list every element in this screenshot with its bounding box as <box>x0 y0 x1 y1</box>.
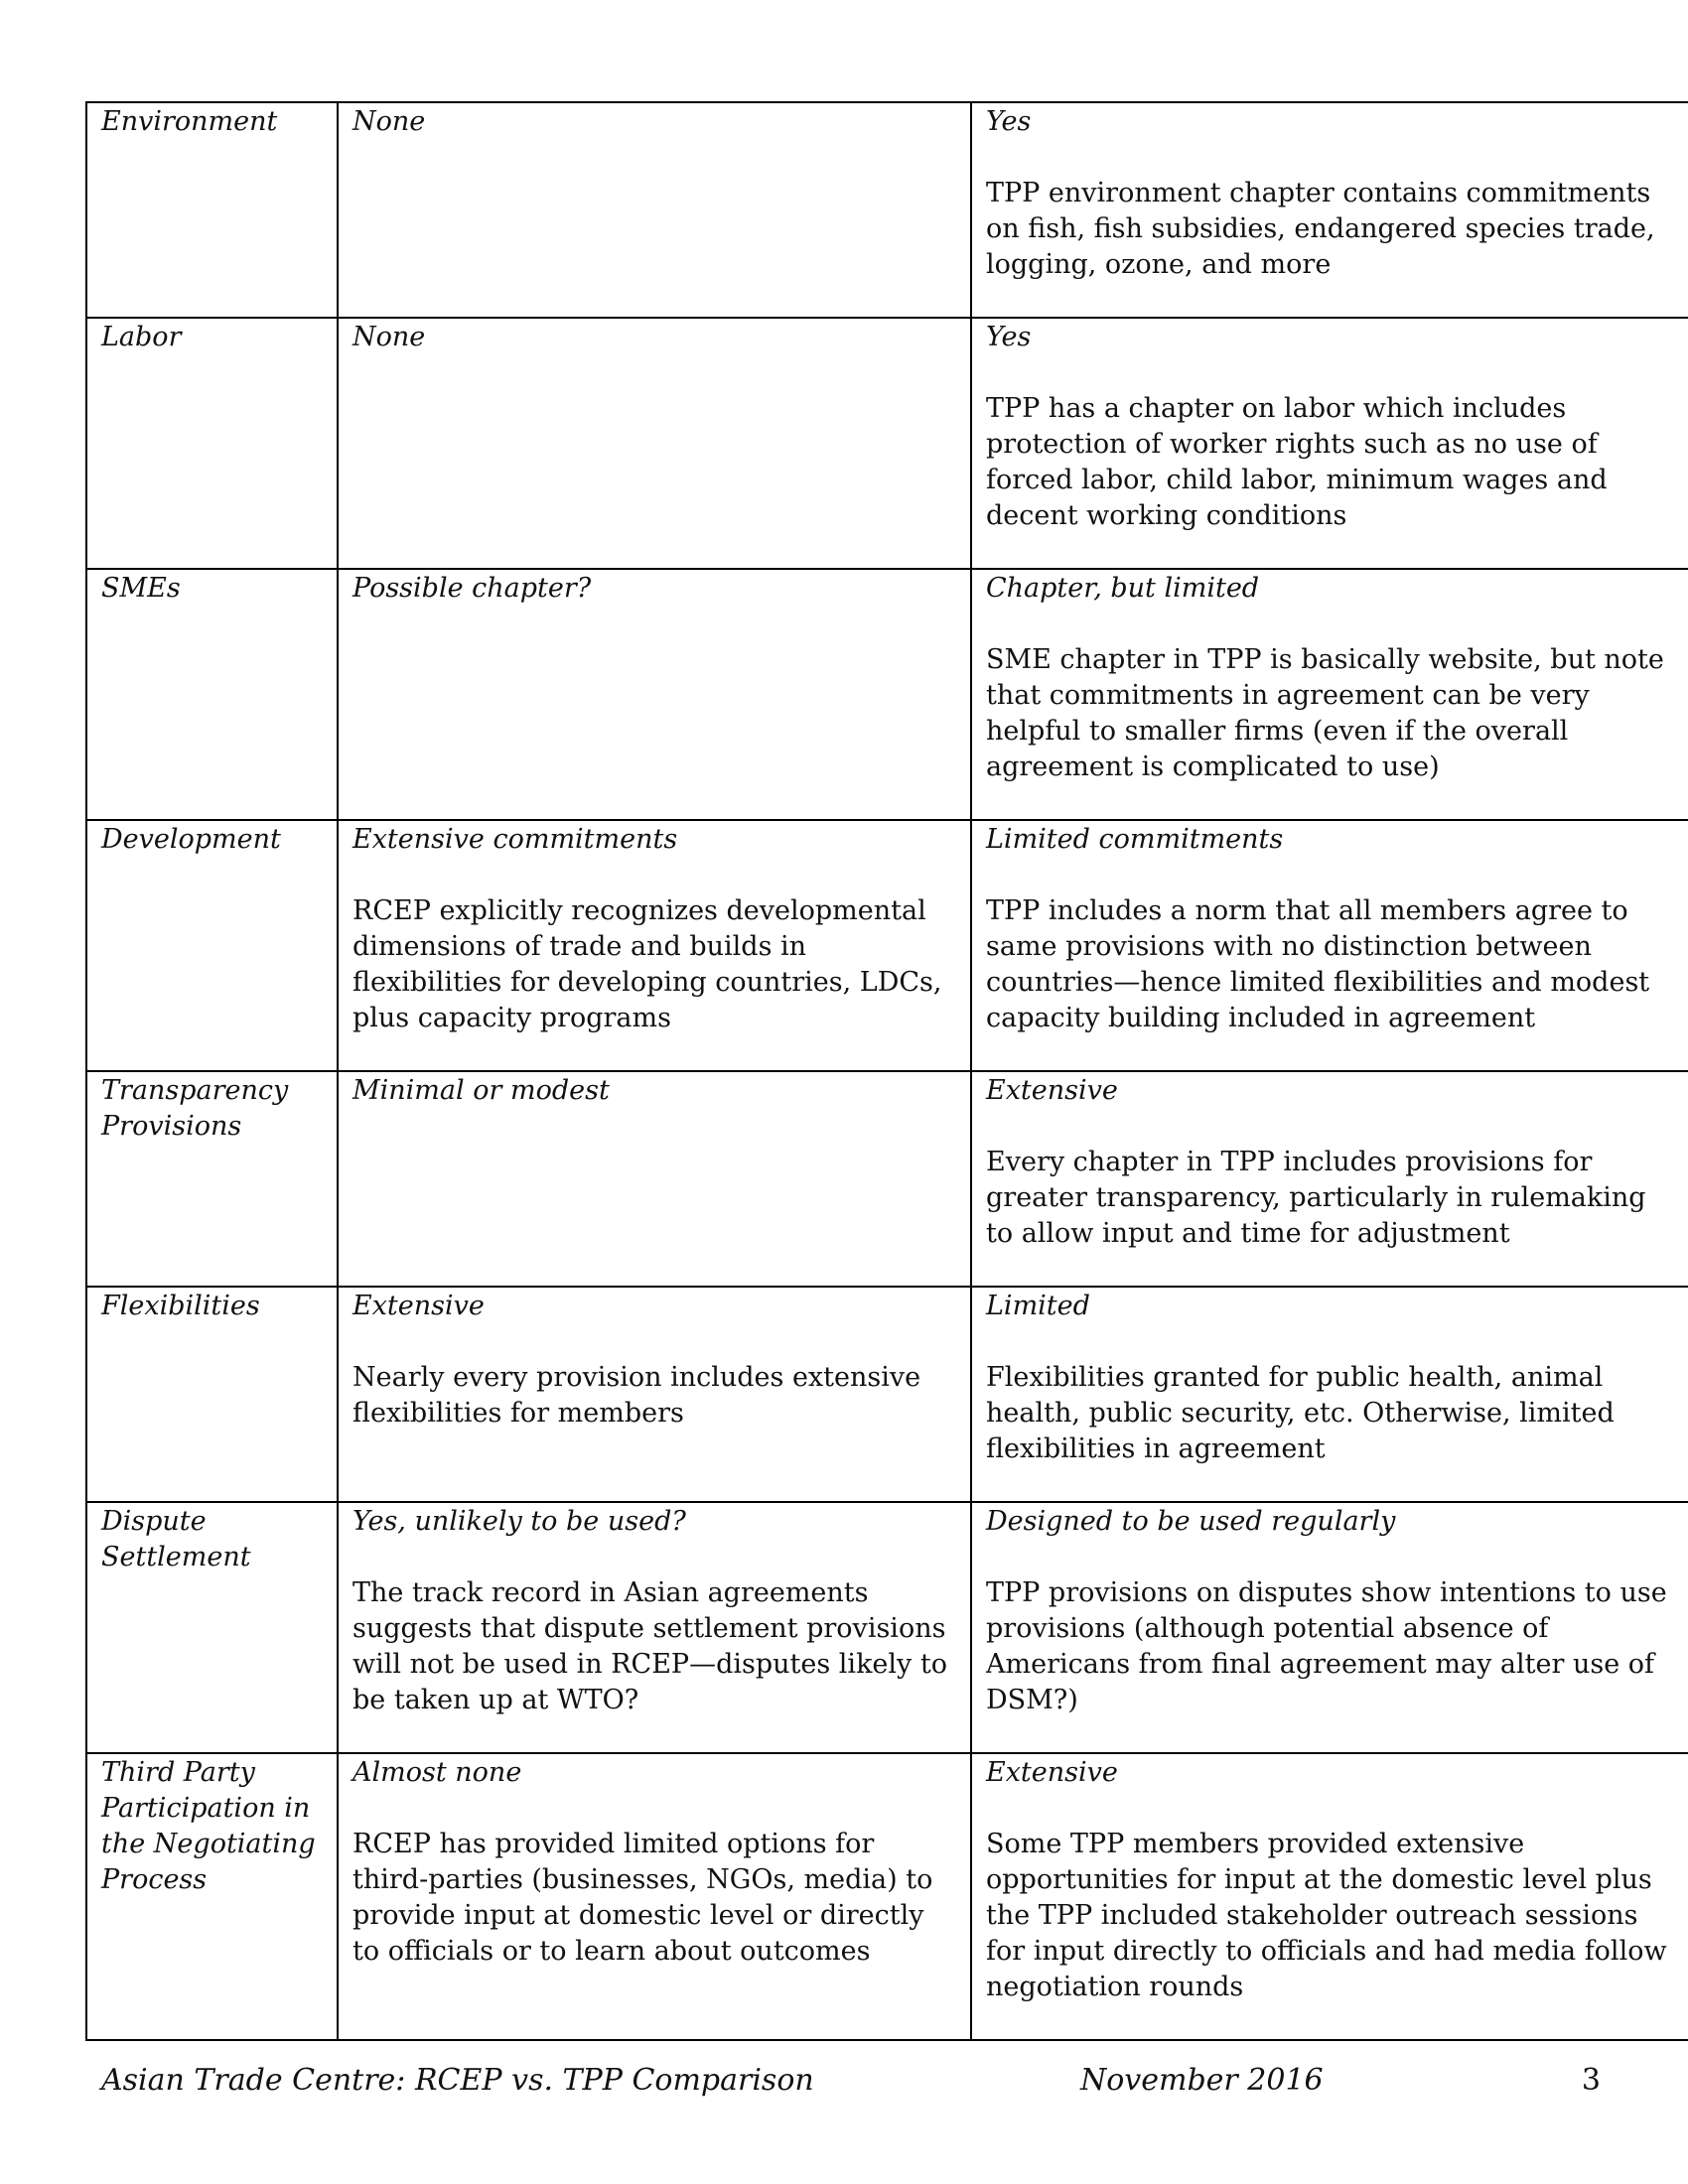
rcep-cell <box>338 820 971 1071</box>
rcep-heading: Extensive commitments <box>352 824 678 855</box>
rcep-cell <box>338 1287 971 1502</box>
tpp-text: TPP has a chapter on labor which includes protection of worker rights such as no use of forced labor, child labor, minimum wages and decent working conditions <box>986 393 1608 531</box>
topic-cell <box>86 1071 338 1287</box>
topic-cell <box>86 569 338 820</box>
tpp-cell <box>971 1287 1688 1502</box>
table-row <box>86 569 1688 820</box>
table-row <box>86 1287 1688 1502</box>
tpp-heading: Extensive <box>986 1075 1118 1106</box>
table-row <box>86 1502 1688 1753</box>
tpp-text: Some TPP members provided extensive opportunities for input at the domestic level plus the TPP included stakeholder outreach sessions for input directly to officials and had media follow negotiation rounds <box>986 1829 1667 2002</box>
rcep-text: The track record in Asian agreements suggests that dispute settlement provisions will not be used in RCEP—disputes likely to be taken up at WTO? <box>352 1577 947 1715</box>
rcep-heading: Extensive <box>352 1291 485 1321</box>
tpp-cell <box>971 318 1688 569</box>
rcep-cell <box>338 102 971 318</box>
rcep-heading: None <box>352 106 426 137</box>
tpp-text: Flexibilities granted for public health, animal health, public security, etc. Otherwise, limited flexibilities in agreement <box>986 1362 1615 1464</box>
rcep-heading: Almost none <box>352 1757 522 1788</box>
table-row <box>86 102 1688 318</box>
rcep-cell <box>338 1753 971 2040</box>
tpp-text: Every chapter in TPP includes provisions for greater transparency, particularly in rulemaking to allow input and time for adjustment <box>986 1147 1646 1249</box>
page-number: 3 <box>1581 2063 1601 2098</box>
topic-label: Development <box>101 824 281 855</box>
topic-cell <box>86 1287 338 1502</box>
rcep-cell <box>338 569 971 820</box>
topic-label: Dispute Settlement <box>101 1506 251 1572</box>
tpp-heading: Chapter, but limited <box>986 573 1260 604</box>
rcep-heading: Possible chapter? <box>352 573 592 604</box>
rcep-heading: Minimal or modest <box>352 1075 610 1106</box>
tpp-heading: Extensive <box>986 1757 1118 1788</box>
topic-label: Transparency Provisions <box>101 1075 289 1142</box>
tpp-text: TPP environment chapter contains commitments on fish, fish subsidies, endangered species trade, logging, ozone, and more <box>986 178 1655 280</box>
tpp-cell <box>971 569 1688 820</box>
footer-date: November 2016 <box>1080 2063 1324 2098</box>
topic-cell <box>86 820 338 1071</box>
tpp-heading: Limited <box>986 1291 1090 1321</box>
rcep-text: RCEP explicitly recognizes developmental dimensions of trade and builds in flexibilities for developing countries, LDCs, plus capacity programs <box>352 895 942 1033</box>
tpp-cell <box>971 820 1688 1071</box>
tpp-text: SME chapter in TPP is basically website, but note that commitments in agreement can be very helpful to smaller firms (even if the overall agreement is complicated to use) <box>986 644 1664 782</box>
comparison-table <box>85 101 1688 2041</box>
topic-cell <box>86 1753 338 2040</box>
table-row <box>86 318 1688 569</box>
tpp-heading: Limited commitments <box>986 824 1284 855</box>
topic-label: Third Party Participation in the Negotiating Process <box>101 1757 316 1895</box>
rcep-cell <box>338 1071 971 1287</box>
tpp-text: TPP includes a norm that all members agree to same provisions with no distinction between countries—hence limited flexibilities and modest capacity building included in agreement <box>986 895 1650 1033</box>
tpp-cell <box>971 1753 1688 2040</box>
tpp-cell <box>971 1071 1688 1287</box>
tpp-heading: Yes <box>986 322 1032 352</box>
topic-label: SMEs <box>101 573 181 604</box>
table-row <box>86 1753 1688 2040</box>
tpp-cell <box>971 102 1688 318</box>
footer-source: Asian Trade Centre: RCEP vs. TPP Comparison <box>101 2063 814 2098</box>
rcep-cell <box>338 318 971 569</box>
topic-label: Environment <box>101 106 278 137</box>
rcep-cell <box>338 1502 971 1753</box>
rcep-text: RCEP has provided limited options for third-parties (businesses, NGOs, media) to provide input at domestic level or directly to officials or to learn about outcomes <box>352 1829 933 1967</box>
topic-cell <box>86 1502 338 1753</box>
topic-label: Flexibilities <box>101 1291 260 1321</box>
tpp-text: TPP provisions on disputes show intentions to use provisions (although potential absence of Americans from final agreement may alter use of DSM?) <box>986 1577 1667 1715</box>
table-row <box>86 1071 1688 1287</box>
tpp-heading: Designed to be used regularly <box>986 1506 1396 1537</box>
rcep-text: Nearly every provision includes extensive flexibilities for members <box>352 1362 921 1429</box>
tpp-cell <box>971 1502 1688 1753</box>
topic-cell <box>86 318 338 569</box>
rcep-heading: None <box>352 322 426 352</box>
table-row <box>86 820 1688 1071</box>
rcep-heading: Yes, unlikely to be used? <box>352 1506 686 1537</box>
topic-label: Labor <box>101 322 182 352</box>
topic-cell <box>86 102 338 318</box>
tpp-heading: Yes <box>986 106 1032 137</box>
